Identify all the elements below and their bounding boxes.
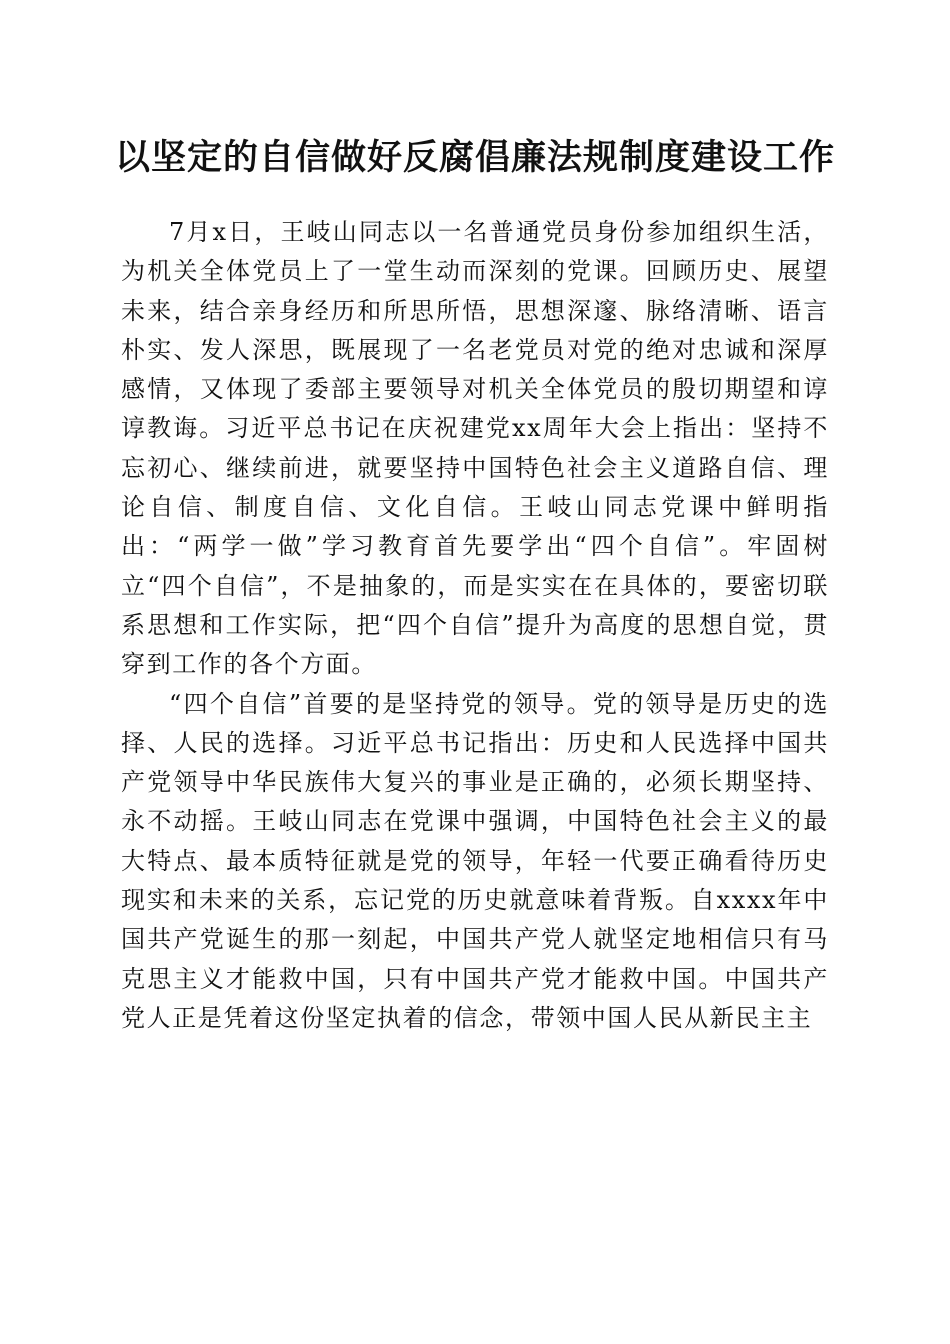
document-body: [121, 213, 829, 1038]
paragraph-2: “四个自信”首要的是坚持党的领导。党的领导是历史的选择、人民的选择。习近平总书记指出：历史和人民选择中国共产党领导中华民族伟大复兴的事业是正确的，必须长期坚持、永不动摇。王岐山同志在党课中强调，中国特色社会主义的最大特点、最本质特征就是党的领导，年轻一代要正确看待历史现实和未来的关系，忘记党的历史就意味着背叛。自xxxx年中国共产党诞生的那一刻起，中国共产党人就坚定地相信只有马克思主义才能救中国，只有中国共产党才能救中国。中国共产党人正是凭着这份坚定执着的信念，带领中国人民从新民主主: [121, 689, 829, 1032]
paragraph-1: 7月x日，王岐山同志以一名普通党员身份参加组织生活，为机关全体党员上了一堂生动而深刻的党课。回顾历史、展望未来，结合亲身经历和所思所悟，思想深邃、脉络清晰、语言朴实、发人深思，既展现了一名老党员对党的绝对忠诚和深厚感情，又体现了委部主要领导对机关全体党员的殷切期望和谆谆教诲。习近平总书记在庆祝建党xx周年大会上指出：坚持不忘初心、继续前进，就要坚持中国特色社会主义道路自信、理论自信、制度自信、文化自信。王岐山同志党课中鲜明指出：“两学一做”学习教育首先要学出“四个自信”。牢固树立“四个自信”，不是抽象的，而是实实在在具体的，要密切联系思想和工作实际，把“四个自信”提升为高度的思想自觉，贯穿到工作的各个方面。: [121, 218, 829, 679]
document-title: 以坚定的自信做好反腐倡廉法规制度建设工作: [114, 137, 835, 178]
